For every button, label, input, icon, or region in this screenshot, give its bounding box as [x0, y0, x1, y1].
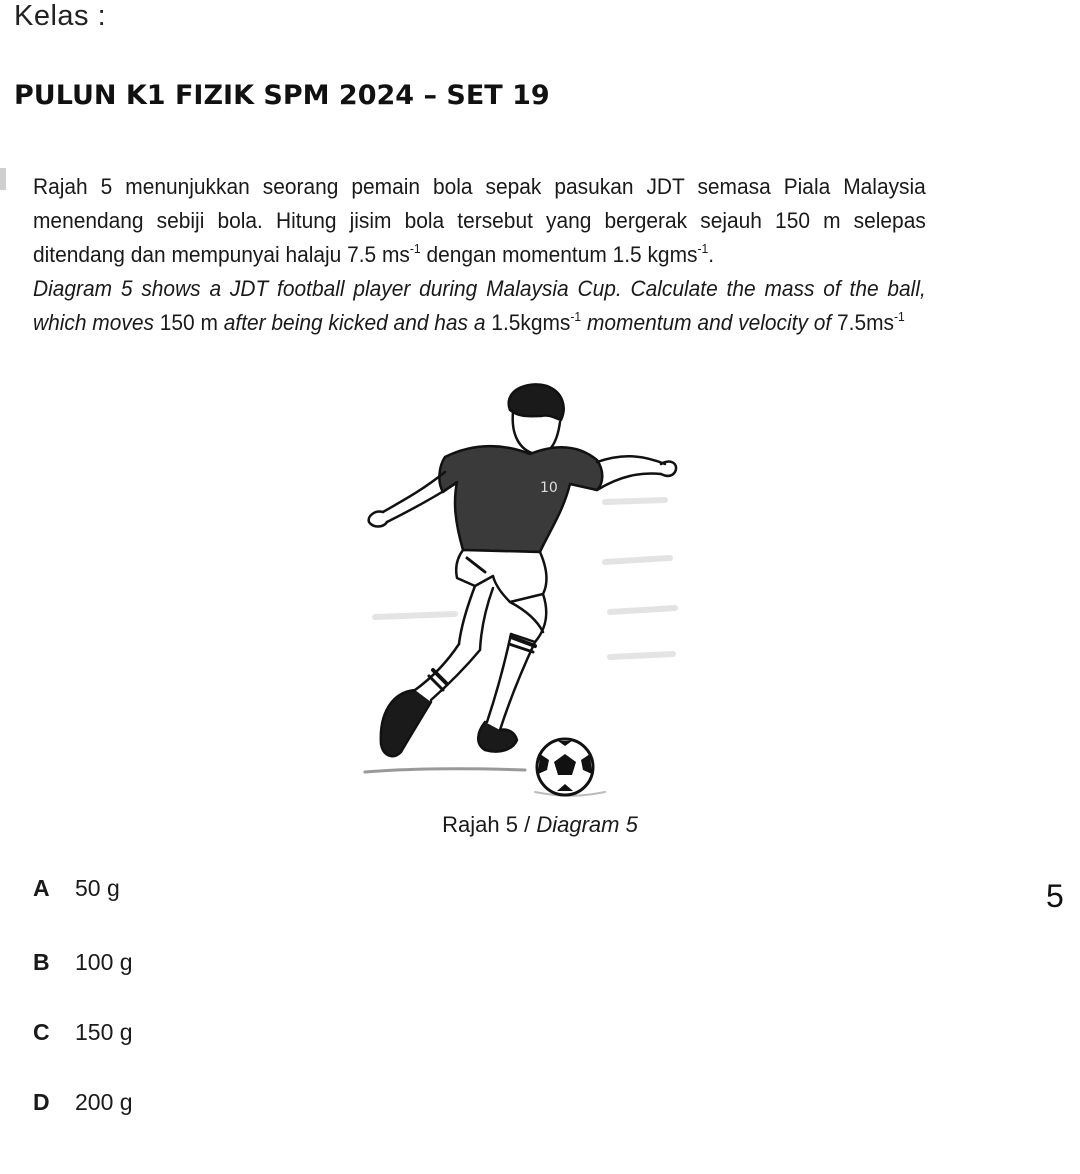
football-player-figure	[335, 372, 695, 812]
football-player-kicking-ball-icon	[335, 372, 695, 812]
question-english: Diagram 5 shows a JDT football player during Malaysia Cup. Calculate the mass of the ball, which moves 150 m after being kicked and has a 1.5kgms$^{-1}$ momentum and velocity of $7.5ms^{-1}$	[33, 276, 926, 335]
option-d[interactable]: D 200 g	[33, 1089, 133, 1115]
figure-caption: Rajah 5 / Diagram 5	[442, 812, 638, 837]
page-edge-mark	[0, 168, 6, 190]
option-a[interactable]: A 50 g	[33, 875, 120, 901]
option-c[interactable]: C 150 g	[33, 1019, 133, 1045]
option-b[interactable]: B 100 g	[33, 949, 133, 975]
svg-text:10: 10	[540, 480, 558, 496]
question-malay: Rajah 5 menunjukkan seorang pemain bola sepak pasukan JDT semasa Piala Malaysia menendang sebiji bola. Hitung jisim bola tersebut yang bergerak sejauh 150 m selepas ditendang dan mempunyai halaju 7.5 $ms^{-1}$ dengan momentum 1.5 kgms$^{-1}$.	[33, 174, 926, 267]
question-text	[33, 170, 926, 340]
page-number: 5	[1046, 878, 1064, 914]
page-title: PULUN K1 FIZIK SPM 2024 – SET 19	[14, 80, 550, 111]
kelas-label: Kelas :	[14, 0, 107, 32]
